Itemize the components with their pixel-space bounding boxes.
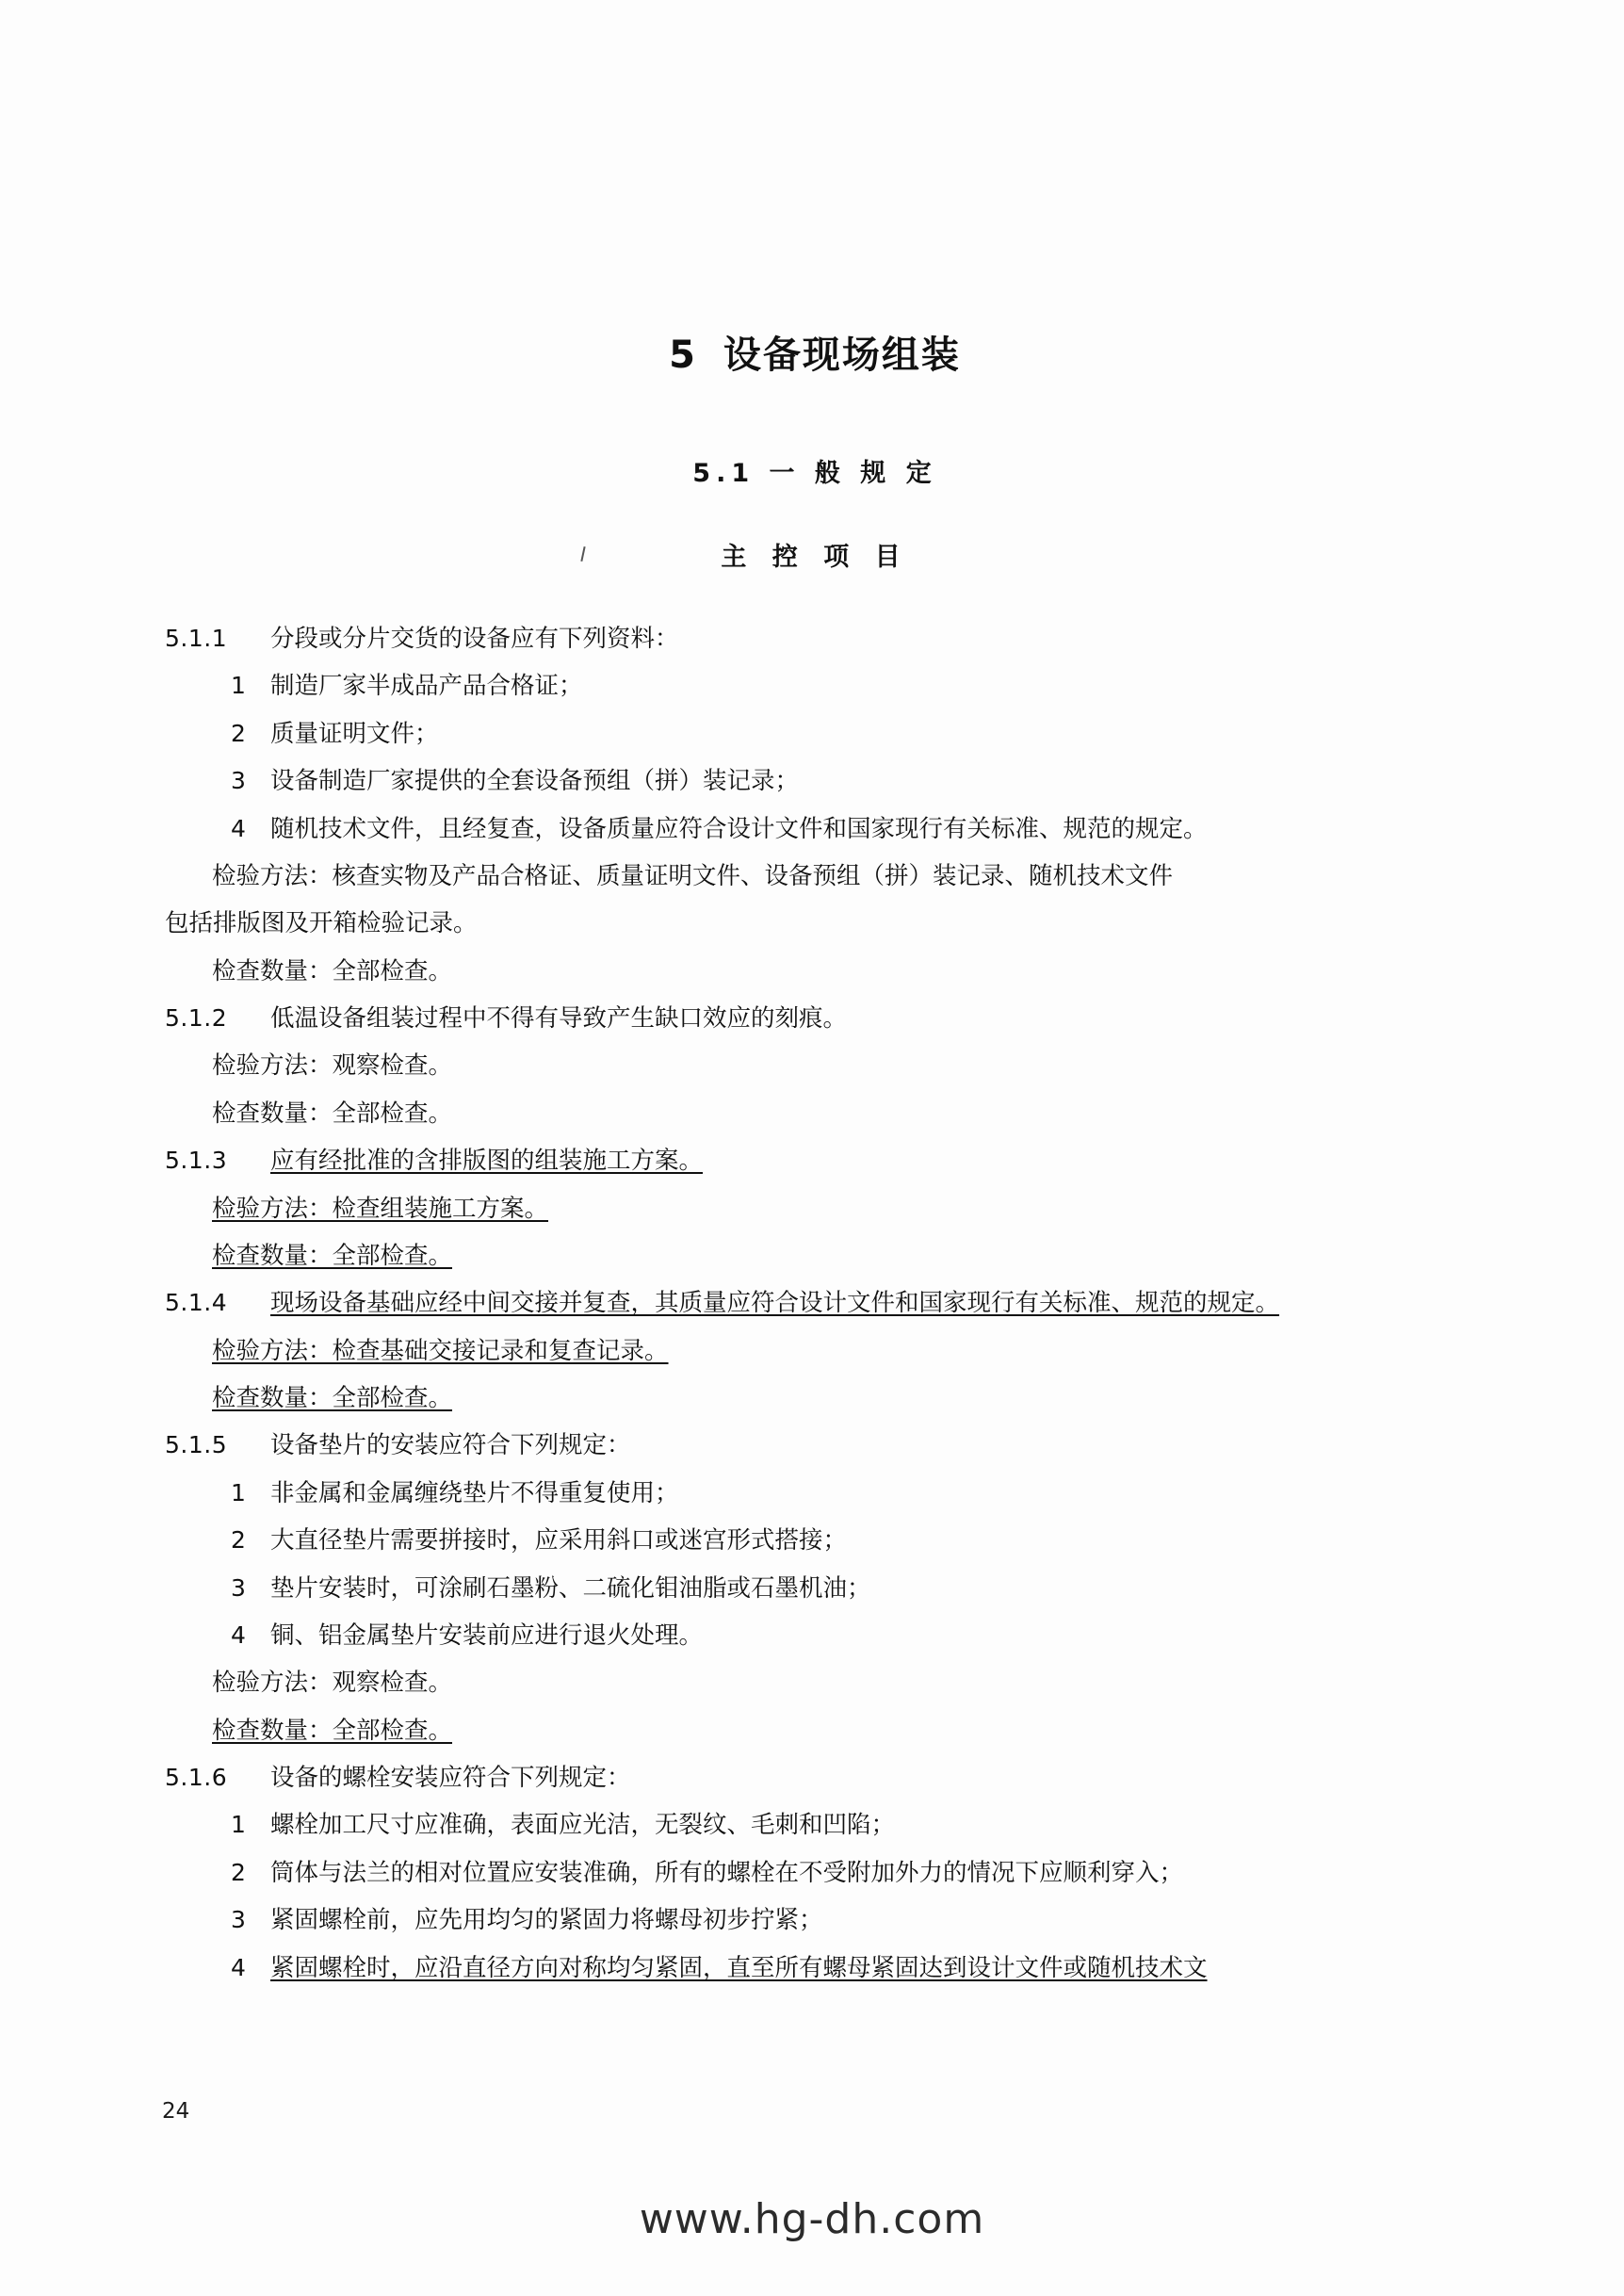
list-item	[165, 1473, 1465, 1515]
chapter-heading	[165, 325, 1465, 379]
clause	[165, 998, 1465, 1040]
inspection-quantity: 检查数量：全部检查。	[212, 1384, 453, 1412]
list-item	[165, 665, 1465, 708]
list-item-text: 非金属和金属缠绕垫片不得重复使用；	[270, 1478, 679, 1507]
inspection-method: 检验方法：观察检查。	[212, 1669, 453, 1698]
inspection-method: 检验方法：检查组装施工方案。	[212, 1194, 549, 1223]
clause	[165, 618, 1465, 660]
inspection-method: 检验方法：检查基础交接记录和复查记录。	[212, 1336, 669, 1365]
list-item-text: 铜、铝金属垫片安装前应进行退火处理。	[270, 1620, 704, 1650]
list-item-number: 1	[231, 1478, 246, 1506]
clause	[165, 1757, 1465, 1799]
list-item-text: 大直径垫片需要拼接时，应采用斜口或迷宫形式搭接；	[270, 1526, 848, 1555]
inspection-method: 检验方法：核查实物及产品合格证、质量证明文件、设备预组（拼）装记录、随机技术文件	[212, 861, 1174, 890]
list-item-text: 筒体与法兰的相对位置应安装准确，所有的螺栓在不受附加外力的情况下应顺利穿入；	[270, 1858, 1184, 1887]
list-item	[165, 760, 1465, 803]
clause-text: 设备垫片的安装应符合下列规定：	[270, 1431, 631, 1460]
list-item-text: 紧固螺栓前，应先用均匀的紧固力将螺母初步拧紧；	[270, 1906, 823, 1935]
clause	[165, 1425, 1465, 1467]
subsection-heading: 主 控 项 目	[721, 543, 909, 572]
section-heading: 5.1 一 般 规 定	[692, 459, 937, 488]
list-item	[165, 1852, 1465, 1895]
inspection-method: 检验方法：观察检查。	[212, 1051, 453, 1081]
list-item-text: 设备制造厂家提供的全套设备预组（拼）装记录；	[270, 767, 800, 796]
list-item	[165, 1899, 1465, 1942]
list-item	[165, 1615, 1465, 1657]
list-item-text: 紧固螺栓时，应沿直径方向对称均匀紧固，直至所有螺母紧固达到设计文件或随机技术文	[270, 1953, 1208, 1982]
list-item-number: 2	[231, 1526, 246, 1555]
page-number: 24	[162, 2099, 190, 2124]
inspection-method-cont: 包括排版图及开箱检验记录。	[165, 909, 478, 938]
list-item	[165, 1804, 1465, 1847]
clause-text: 现场设备基础应经中间交接并复查，其质量应符合设计文件和国家现行有关标准、规范的规定。	[270, 1289, 1280, 1318]
list-item	[165, 1947, 1465, 1990]
list-item-text: 制造厂家半成品产品合格证；	[270, 672, 583, 701]
page-content	[165, 0, 1465, 1990]
list-item-number: 4	[231, 1953, 246, 1981]
clause-text: 应有经批准的含排版图的组装施工方案。	[270, 1147, 704, 1176]
list-item-number: 4	[231, 814, 246, 842]
inspection-quantity: 检查数量：全部检查。	[212, 1241, 453, 1270]
list-item	[165, 1520, 1465, 1562]
list-item-number: 1	[231, 1811, 246, 1839]
watermark: www.hg-dh.com	[639, 2195, 985, 2243]
list-item-text: 随机技术文件，且经复查，设备质量应符合设计文件和国家现行有关标准、规范的规定。	[270, 814, 1208, 843]
list-item	[165, 1568, 1465, 1610]
list-item	[165, 713, 1465, 756]
clause-number: 5.1.5	[165, 1431, 228, 1459]
list-item-number: 4	[231, 1620, 246, 1649]
clause	[165, 1282, 1465, 1325]
list-item-text: 螺栓加工尺寸应准确，表面应光洁，无裂纹、毛刺和凹陷；	[270, 1811, 896, 1840]
clause-number: 5.1.2	[165, 1004, 228, 1032]
list-item-text: 垫片安装时，可涂刷石墨粉、二硫化钼油脂或石墨机油；	[270, 1573, 871, 1603]
list-item-number: 3	[231, 1573, 246, 1602]
list-item-number: 3	[231, 767, 246, 795]
list-item-number: 2	[231, 1858, 246, 1886]
chapter-number: 5	[669, 334, 697, 377]
clause-number: 5.1.1	[165, 625, 228, 652]
inspection-quantity: 检查数量：全部检查。	[212, 956, 453, 985]
inspection-quantity: 检查数量：全部检查。	[212, 1099, 453, 1128]
clause-text: 分段或分片交货的设备应有下列资料：	[270, 625, 679, 653]
clause-number: 5.1.4	[165, 1289, 228, 1317]
clause-text: 低温设备组装过程中不得有导致产生缺口效应的刻痕。	[270, 1004, 848, 1033]
body-text	[165, 618, 1465, 1990]
clause-number: 5.1.6	[165, 1764, 228, 1791]
inspection-quantity: 检查数量：全部检查。	[212, 1716, 453, 1745]
list-item	[165, 808, 1465, 851]
clause	[165, 1140, 1465, 1182]
chapter-title-text: 设备现场组装	[723, 334, 961, 377]
clause-text: 设备的螺栓安装应符合下列规定：	[270, 1764, 631, 1792]
list-item-number: 2	[231, 719, 246, 747]
list-item-number: 3	[231, 1906, 246, 1934]
clause-number: 5.1.3	[165, 1147, 228, 1175]
list-item-text: 质量证明文件；	[270, 719, 439, 748]
list-item-number: 1	[231, 672, 246, 700]
